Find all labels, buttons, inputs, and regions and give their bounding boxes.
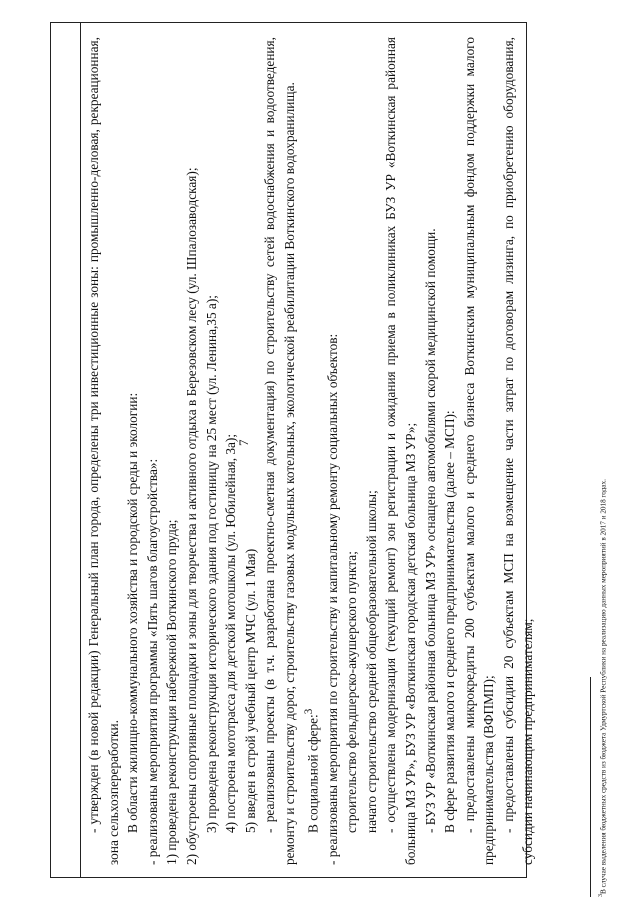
paragraph: - реализованы мероприятия программы «Пять шагов благоустройства»: xyxy=(144,458,160,865)
paragraph: - осуществлена модернизация (текущий ремонт) зон регистрации и ожидания приема в поликлиниках БУЗ УР «Воткинская районная больница МЗ УР», БУЗ УР «Воткинская городская детская больница МЗ УР»; xyxy=(383,37,418,865)
footnote-reference: 3 xyxy=(302,708,315,715)
paragraph: 2) обустроены спортивные площадки и зоны для творчества и активного отдыха в Березовском лесу (ул. Шпалозаводская); xyxy=(183,167,199,865)
paragraph: В сфере развития малого и среднего предпринимательства (далее – МСП): xyxy=(442,410,458,833)
footnote-mark: 3 xyxy=(598,894,604,897)
paragraph: начато строительство средней общеобразовательной школы; xyxy=(363,490,379,833)
paragraph: В области жилищно-коммунального хозяйства и городской среды и экологии: xyxy=(125,392,141,833)
paragraph: - утвержден (в новой редакции) Генеральный план города, определены три инвестиционные зоны: промышленно-деловая, рекреационная, зона сельхозпереработки. xyxy=(86,37,121,865)
paragraph: - БУЗ УР «Воткинская районная больница МЗ УР» оснащено автомобилями скорой медицинской помощи. xyxy=(422,228,438,833)
paragraph: 3) проведена реконструкция исторического здания под гостиницу на 25 мест (ул. Ленина,35 а); xyxy=(203,295,219,833)
paragraph: строительство фельдшерско-акушерского пункта; xyxy=(344,551,360,833)
paragraph: - реализованы мероприятия по строительству и капитальному ремонту социальных объектов: xyxy=(324,333,340,865)
paragraph: - предоставлены микрокредиты 200 субъектам малого и среднего бизнеса Воткинским муниципальным фондом поддержки малого предпринимательства (ВФПМП); xyxy=(461,37,497,865)
footnote-text: В случае выделения бюджетных средств из бюджета Удмуртской Республики на реализацию данных мероприятий в 2017 и 2018 годах. xyxy=(599,479,608,894)
table-cell-content xyxy=(84,37,538,865)
page-number: 7 xyxy=(236,439,251,446)
paragraph: 1) проведена реконструкция набережной Воткинского пруда; xyxy=(164,519,180,865)
footnote xyxy=(596,17,608,897)
paragraph xyxy=(300,37,323,865)
paragraph: 5) введен в строй учебный центр МЧС (ул. 1 Мая) xyxy=(242,548,258,833)
paragraph: - предоставлены субсидии 20 субъектам МСП на возмещение части затрат по договорам лизинга, по приобретению оборудования, субсидии начинающим предпринимателям; xyxy=(500,37,536,865)
paragraph: - реализованы проекты (в т.ч. разработана проектно-сметная документация) по строительству сетей водоснабжения и водоотведения, ремонту и строительству дорог, строительству газовых модульных котельных, экологической реабилитации Воткинского водохранилища. xyxy=(262,37,297,865)
paragraph-text: В социальной сфере: xyxy=(304,714,320,833)
paragraph: 4) построена мототрасса для детской мотошколы (ул. Юбилейная, 3а); xyxy=(223,433,239,833)
footnote-separator xyxy=(590,677,591,897)
